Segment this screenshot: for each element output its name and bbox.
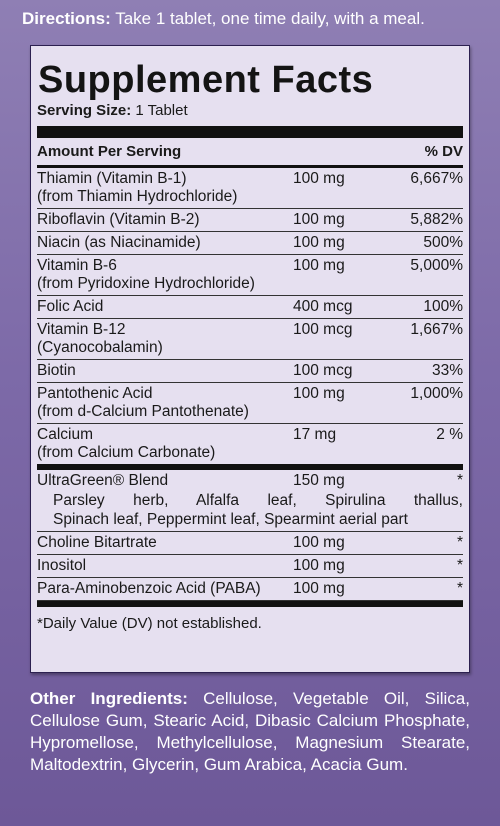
- nutrient-amount: 100 mg: [293, 534, 345, 551]
- supplement-facts-panel: [30, 45, 470, 673]
- other-ingredients: [30, 688, 470, 776]
- nutrient-row: [37, 555, 463, 578]
- nutrient-amount: 100 mcg: [293, 321, 353, 338]
- blend-amount: 150 mg: [293, 472, 345, 489]
- nutrient-name: Calcium: [37, 426, 93, 443]
- nutrient-dv: *: [456, 534, 463, 551]
- blend-description-line: Parsley herb, Alfalfa leaf, Spirulina thallus,: [53, 492, 463, 509]
- nutrient-name-cell: [37, 385, 293, 421]
- nutrient-dv: 6,667%: [410, 170, 463, 187]
- nutrient-source: (from Pyridoxine Hydrochloride): [37, 275, 255, 292]
- serving-size-label: Serving Size:: [37, 102, 132, 119]
- blend-name: UltraGreen® Blend: [37, 472, 169, 489]
- amount-per-serving-header: Amount Per Serving: [37, 143, 182, 160]
- nutrient-dv: 1,667%: [410, 321, 463, 338]
- nutrient-amount: 100 mg: [293, 257, 345, 274]
- supplement-facts-title: Supplement Facts: [38, 59, 374, 101]
- directions-text: Take 1 tablet, one time daily, with a meal.: [115, 9, 425, 28]
- directions-label: Directions:: [22, 9, 111, 28]
- serving-size: [37, 102, 463, 120]
- nutrient-amount: 100 mg: [293, 170, 345, 187]
- nutrient-amount: 100 mg: [293, 580, 345, 597]
- blend-description-line: Spinach leaf, Peppermint leaf, Spearmint aerial part: [53, 511, 408, 528]
- nutrient-source: (from Calcium Carbonate): [37, 444, 216, 461]
- nutrient-name: Para-Aminobenzoic Acid (PABA): [37, 580, 261, 597]
- bottom-divider: [37, 601, 463, 607]
- nutrient-source: (Cyanocobalamin): [37, 339, 163, 356]
- nutrient-name: Pantothenic Acid: [37, 385, 153, 402]
- nutrient-amount: 100 mcg: [293, 362, 353, 379]
- serving-size-value: 1 Tablet: [135, 102, 188, 119]
- nutrient-dv: 100%: [423, 298, 463, 315]
- nutrient-name-cell: [37, 362, 293, 380]
- nutrient-name: Riboflavin (Vitamin B-2): [37, 211, 200, 228]
- footnote: *Daily Value (DV) not established.: [37, 615, 262, 632]
- nutrient-name: Niacin (as Niacinamide): [37, 234, 201, 251]
- nutrient-name: Inositol: [37, 557, 87, 574]
- nutrient-source: (from d-Calcium Pantothenate): [37, 403, 249, 420]
- nutrient-name: Choline Bitartrate: [37, 534, 157, 551]
- dv-header: % DV: [424, 143, 463, 160]
- nutrient-row: [37, 360, 463, 383]
- nutrient-name-cell: [37, 321, 293, 357]
- nutrient-dv: 1,000%: [410, 385, 463, 402]
- extra-nutrient-rows: [37, 532, 463, 601]
- nutrient-row: [37, 532, 463, 555]
- nutrient-row: [37, 319, 463, 360]
- blend-dv: *: [456, 472, 463, 489]
- other-ingredients-label: Other Ingredients:: [30, 689, 188, 708]
- nutrient-row: [37, 168, 463, 209]
- nutrient-amount: 100 mg: [293, 234, 345, 251]
- nutrient-name-cell: [37, 298, 293, 316]
- nutrient-name: Thiamin (Vitamin B-1): [37, 170, 187, 187]
- nutrient-row: [37, 383, 463, 424]
- nutrient-dv: 33%: [431, 362, 463, 379]
- other-ingredients-text: Cellulose, Vegetable Oil, Silica, Cellulose Gum, Stearic Acid, Dibasic Calcium Phosphate, Hypromellose, Methylcellulose, Magnesium Stearate, Maltodextrin, Glycerin, Gum Arabica, Acacia Gum.: [30, 689, 470, 774]
- nutrient-name-cell: [37, 426, 293, 462]
- nutrient-amount: 100 mg: [293, 385, 345, 402]
- nutrient-name-cell: [37, 257, 293, 293]
- nutrient-row: [37, 578, 463, 601]
- nutrient-dv: *: [456, 557, 463, 574]
- nutrient-name-cell: [37, 234, 293, 252]
- nutrient-name-cell: [37, 211, 293, 229]
- nutrient-row: [37, 232, 463, 255]
- nutrient-dv: 500%: [423, 234, 463, 251]
- nutrient-row: [37, 255, 463, 296]
- nutrient-amount: 400 mcg: [293, 298, 353, 315]
- thick-divider: [37, 126, 463, 138]
- amount-header-row: [37, 138, 463, 168]
- nutrient-amount: 100 mg: [293, 557, 345, 574]
- nutrient-name: Vitamin B-12: [37, 321, 126, 338]
- nutrient-row: [37, 209, 463, 232]
- nutrient-name: Biotin: [37, 362, 76, 379]
- nutrient-name: Folic Acid: [37, 298, 104, 315]
- nutrient-dv: *: [456, 580, 463, 597]
- nutrient-row: [37, 424, 463, 470]
- nutrient-dv: 2 %: [436, 426, 463, 443]
- blend-row: [37, 470, 463, 532]
- nutrient-row: [37, 296, 463, 319]
- nutrient-rows: [37, 168, 463, 470]
- nutrient-name: Vitamin B-6: [37, 257, 117, 274]
- nutrient-dv: 5,882%: [410, 211, 463, 228]
- nutrient-source: (from Thiamin Hydrochloride): [37, 188, 238, 205]
- nutrient-amount: 17 mg: [293, 426, 337, 443]
- nutrient-dv: 5,000%: [410, 257, 463, 274]
- directions: [22, 8, 492, 30]
- blend-description: [37, 491, 463, 529]
- nutrient-amount: 100 mg: [293, 211, 345, 228]
- nutrient-name-cell: [37, 170, 293, 206]
